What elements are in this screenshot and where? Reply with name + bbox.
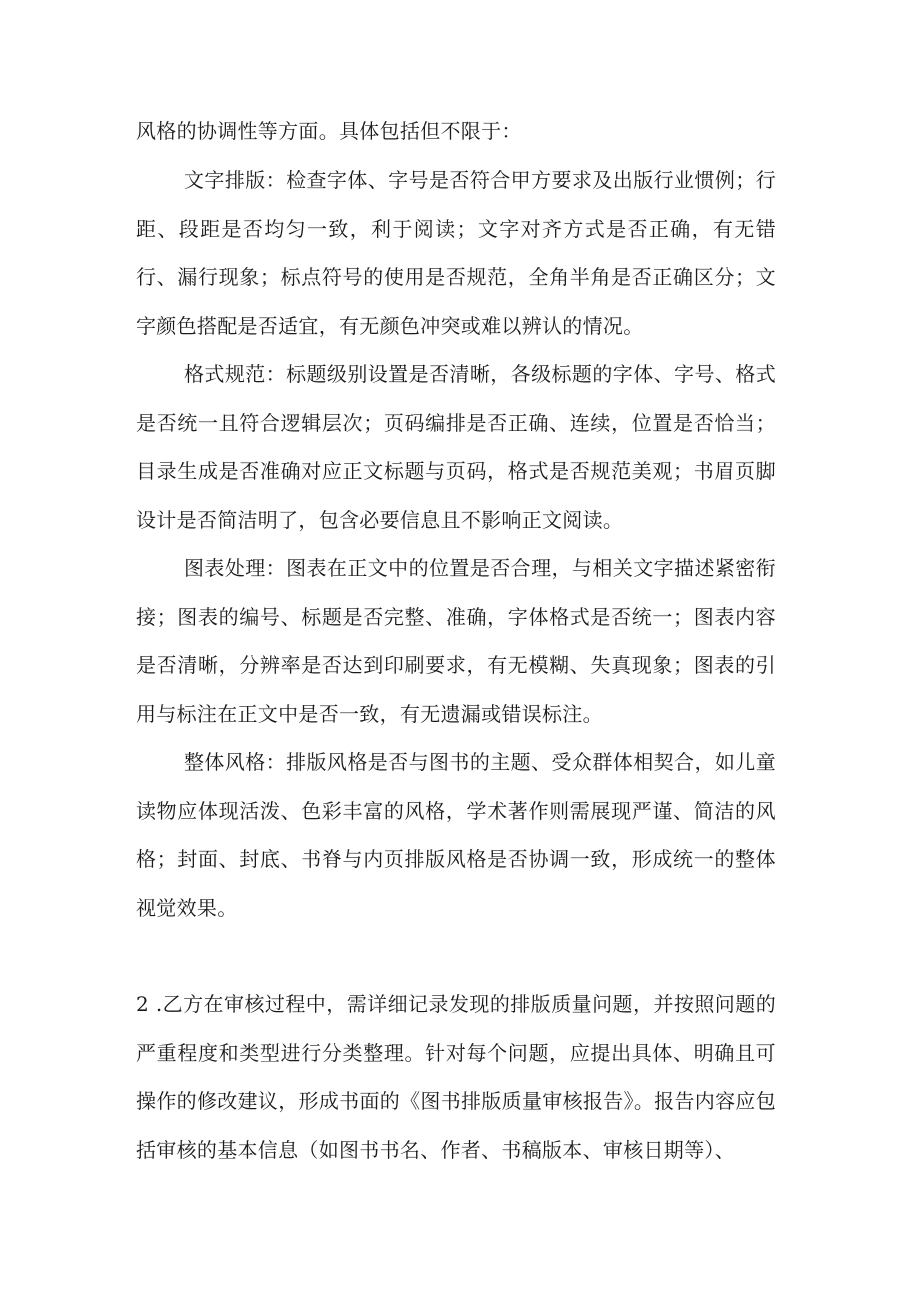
paragraph-text-layout: 文字排版：检查字体、字号是否符合甲方要求及出版行业惯例；行距、段距是否均匀一致，利于阅读；文字对齐方式是否正确，有无错行、漏行现象；标点符号的使用是否规范，全角半角是否正确区分；文字颜色搭配是否适宜，有无颜色冲突或难以辨认的情况。 [136,168,776,338]
paragraph-continuation: 风格的协调性等方面。具体包括但不限于： [136,119,522,143]
paragraph-overall-style: 整体风格：排版风格是否与图书的主题、受众群体相契合，如儿童读物应体现活泼、色彩丰富的风格，学术著作则需展现严谨、简洁的风格；封面、封底、书脊与内页排版风格是否协调一致，形成统一的整体视觉效果。 [136,750,776,920]
paragraph-item-2: 2 .乙方在审核过程中，需详细记录发现的排版质量问题，并按照问题的严重程度和类型进行分类整理。针对每个问题，应提出具体、明确且可操作的修改建议，形成书面的《图书排版质量审核报告》。报告内容应包括审核的基本信息（如图书书名、作者、书稿版本、审核日期等）、 [136,992,776,1162]
paragraph-format-standards: 格式规范：标题级别设置是否清晰，各级标题的字体、字号、格式是否统一且符合逻辑层次；页码编排是否正确、连续，位置是否恰当；目录生成是否准确对应正文标题与页码，格式是否规范美观；书眉页脚设计是否简洁明了，包含必要信息且不影响正文阅读。 [136,362,776,532]
paragraph-chart-handling: 图表处理：图表在正文中的位置是否合理，与相关文字描述紧密衔接；图表的编号、标题是否完整、准确，字体格式是否统一；图表内容是否清晰，分辨率是否达到印刷要求，有无模糊、失真现象；图表的引用与标注在正文中是否一致，有无遗漏或错误标注。 [136,556,776,726]
